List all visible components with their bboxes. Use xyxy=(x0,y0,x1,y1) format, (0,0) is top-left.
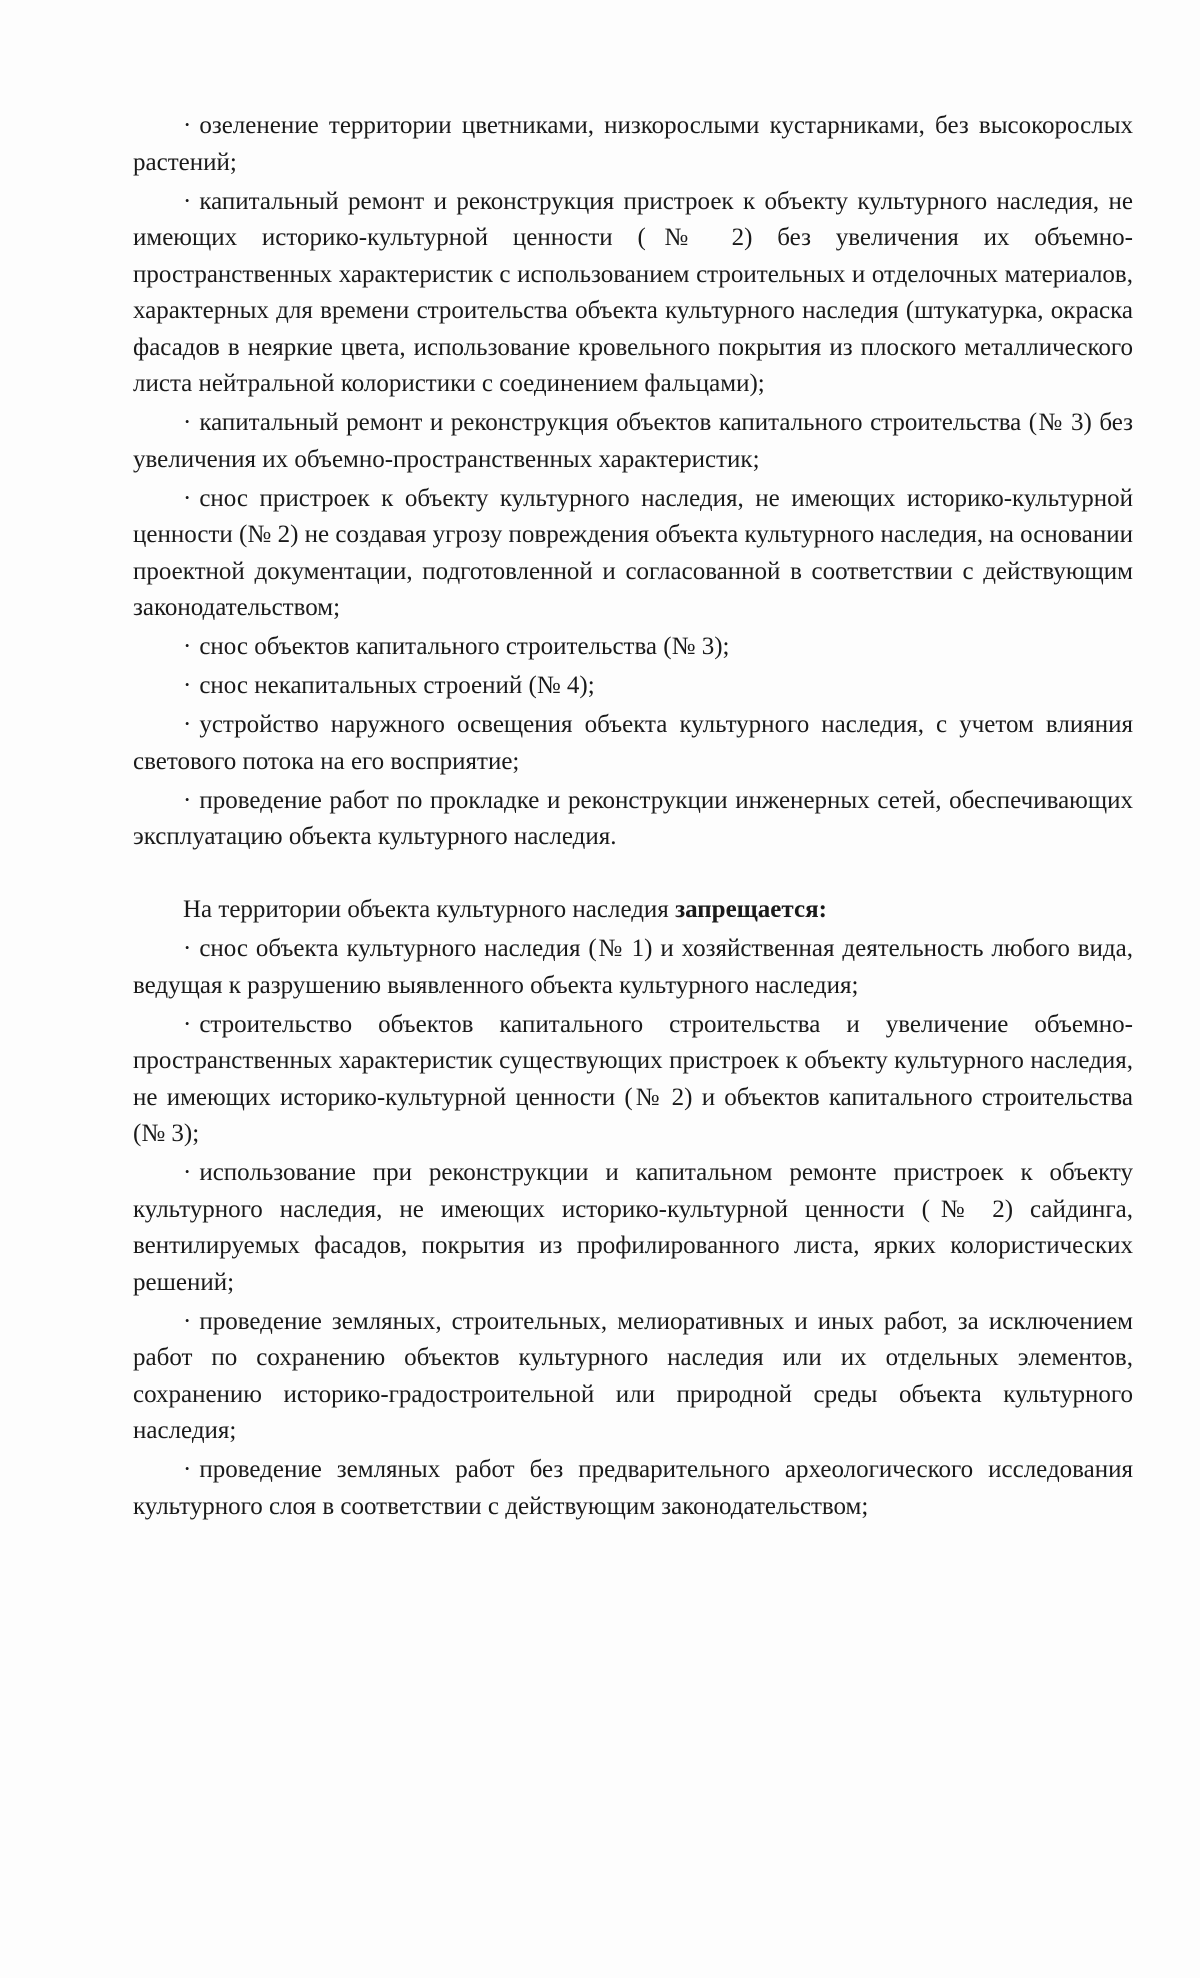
permitted-item-text: капитальный ремонт и реконструкция пристроек к объекту культурного наследия, не имеющих историко-культурной ценности (№ 2) без увеличения их объемно-пространственных характеристик с использованием строительных и отделочных материалов, характерных для времени строительства объекта культурного наследия (штукатурка, окраска фасадов в неяркие цвета, использование кровельного покрытия из плоского металлического листа нейтральной колористики с соединением фальцами); xyxy=(133,187,1133,397)
permitted-item xyxy=(133,629,1133,666)
prohibited-item-text: проведение земляных работ без предварительного археологического исследования культурного слоя в соответствии с действующим законодательством; xyxy=(133,1456,1133,1520)
prohibited-item xyxy=(133,1304,1133,1450)
permitted-item-text: снос пристроек к объекту культурного наследия, не имеющих историко-культурной ценности (№ 2) не создавая угрозу повреждения объекта культурного наследия, на основании проектной документации, подготовленной и согласованной в соответствии с действующим законодательством; xyxy=(133,484,1133,621)
prohibited-heading-emphasis: запрещается: xyxy=(675,896,827,923)
bullet-marker: · xyxy=(183,187,192,215)
prohibited-item-text: использование при реконструкции и капитальном ремонте пристроек к объекту культурного наследия, не имеющих историко-культурной ценности (№ 2) сайдинга, вентилируемых фасадов, покрытия из профилированного листа, ярких колористических решений; xyxy=(133,1159,1133,1296)
bullet-marker: · xyxy=(183,633,192,660)
permitted-item xyxy=(133,108,1133,181)
prohibited-item-text: снос объекта культурного наследия (№ 1) и хозяйственная деятельность любого вида, ведущая к разрушению выявленного объекта культурного наследия; xyxy=(133,935,1133,999)
bullet-marker: · xyxy=(183,409,192,436)
bullet-marker: · xyxy=(183,112,192,139)
permitted-item-text: капитальный ремонт и реконструкция объектов капитального строительства (№ 3) без увеличения их объемно-пространственных характеристик; xyxy=(133,409,1133,473)
prohibited-item xyxy=(133,1155,1133,1301)
prohibited-heading xyxy=(133,892,1133,929)
bullet-marker: · xyxy=(183,711,192,738)
permitted-item xyxy=(133,481,1133,627)
section-gap xyxy=(133,858,1133,892)
bullet-marker: · xyxy=(183,935,192,962)
prohibited-item xyxy=(133,1007,1133,1153)
document-body xyxy=(133,108,1133,1528)
prohibited-item-text: строительство объектов капитального строительства и увеличение объемно-пространственных характеристик существующих пристроек к объекту культурного наследия, не имеющих историко-культурной ценности (№ 2) и объектов капитального строительства (№ 3); xyxy=(133,1010,1133,1147)
bullet-marker: · xyxy=(183,1159,192,1186)
permitted-item-text: снос объектов капитального строительства (№ 3); xyxy=(199,633,730,660)
prohibited-heading-lead: На территории объекта культурного наследия xyxy=(183,896,676,923)
permitted-item-text: проведение работ по прокладке и реконструкции инженерных сетей, обеспечивающих эксплуатацию объекта культурного наследия. xyxy=(133,786,1133,850)
bullet-marker: · xyxy=(183,1456,192,1483)
prohibited-item xyxy=(133,931,1133,1004)
permitted-item xyxy=(133,707,1133,780)
bullet-marker: · xyxy=(183,1010,192,1038)
permitted-item xyxy=(133,668,1133,705)
permitted-item-text: озеленение территории цветниками, низкорослыми кустарниками, без высокорослых растений; xyxy=(133,112,1133,176)
permitted-item xyxy=(133,405,1133,478)
permitted-item-text: устройство наружного освещения объекта культурного наследия, с учетом влияния светового потока на его восприятие; xyxy=(133,711,1133,775)
permitted-item xyxy=(133,184,1133,403)
bullet-marker: · xyxy=(183,1307,192,1335)
permitted-item-text: снос некапитальных строений (№ 4); xyxy=(199,672,595,699)
prohibited-item-text: проведение земляных, строительных, мелиоративных и иных работ, за исключением работ по сохранению объектов культурного наследия или их отдельных элементов, сохранению историко-градостроительной или природной среды объекта культурного наследия; xyxy=(133,1307,1133,1444)
permitted-item xyxy=(133,783,1133,856)
bullet-marker: · xyxy=(183,484,192,512)
bullet-marker: · xyxy=(183,786,192,814)
bullet-marker: · xyxy=(183,672,192,699)
prohibited-item xyxy=(133,1452,1133,1525)
